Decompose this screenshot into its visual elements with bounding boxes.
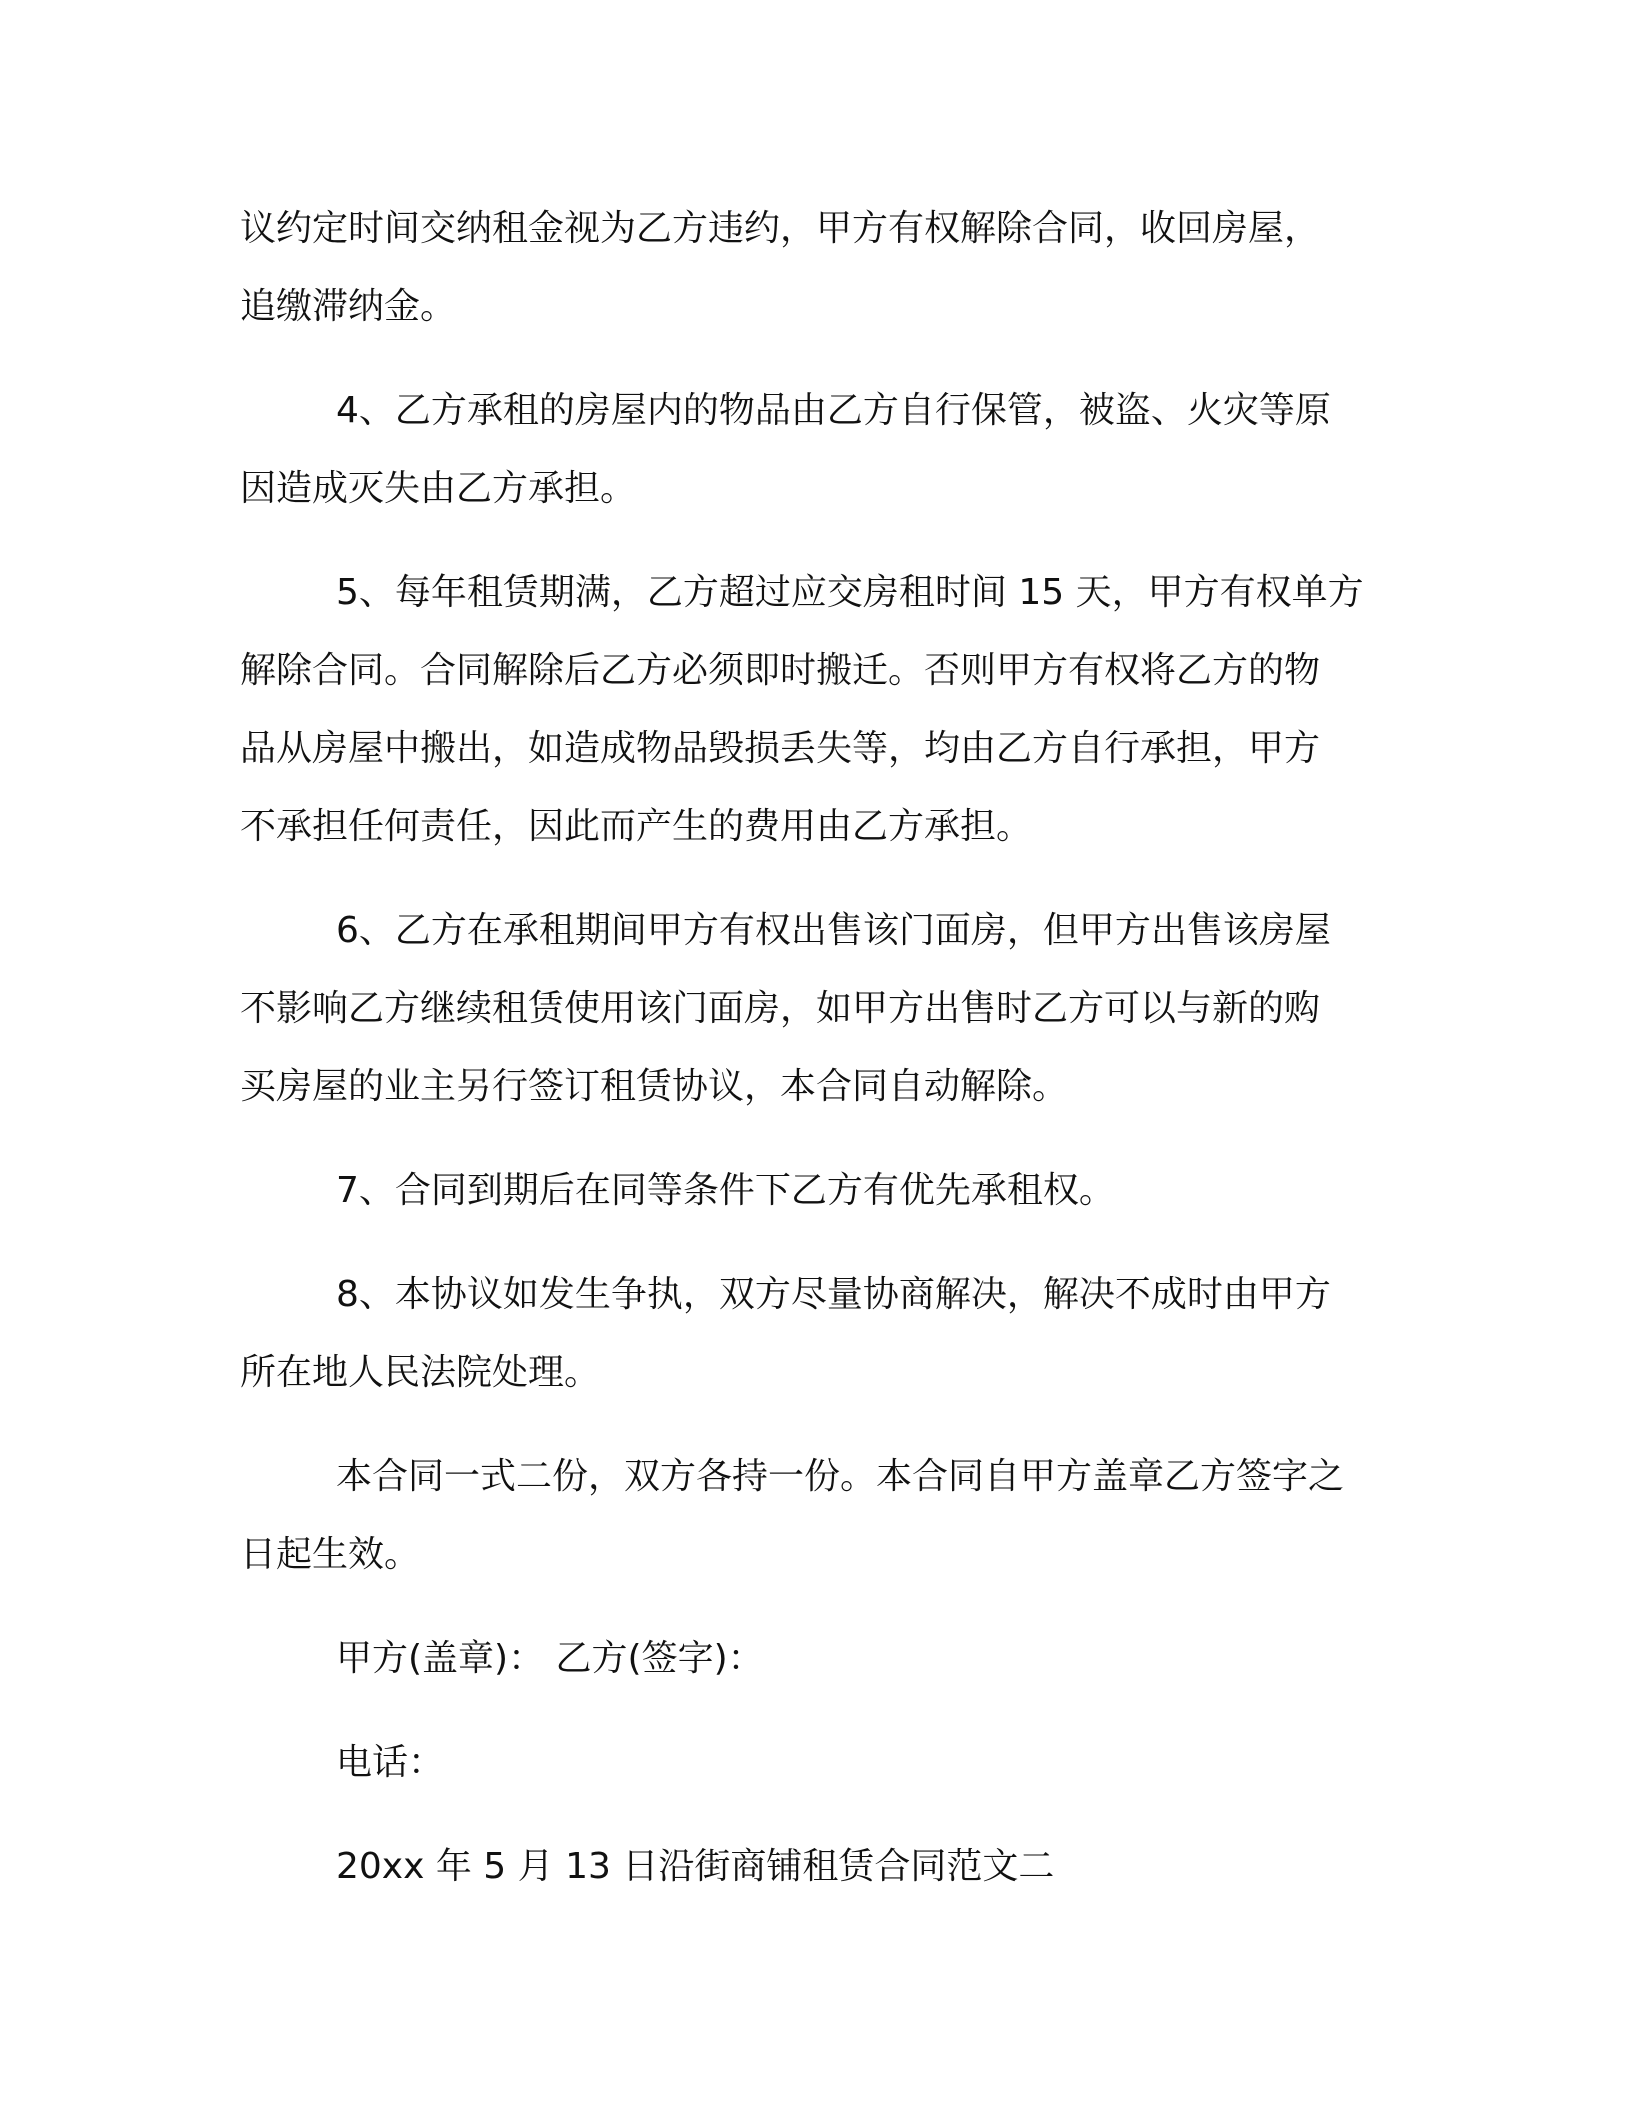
text-line: 6、乙方在承租期间甲方有权出售该门面房，但甲方出售该房屋 [336, 910, 1331, 951]
text-line: 不影响乙方继续租赁使用该门面房，如甲方出售时乙方可以与新的购 [240, 988, 1321, 1029]
document-body [240, 190, 1380, 1932]
text-line: 7、合同到期后在同等条件下乙方有优先承租权。 [336, 1170, 1115, 1211]
paragraph-clause-5 [240, 554, 1380, 866]
phone-line: 电话： [336, 1742, 445, 1783]
text-line: 所在地人民法院处理。 [240, 1352, 601, 1393]
text-line: 追缴滞纳金。 [240, 286, 457, 327]
text-line: 4、乙方承租的房屋内的物品由乙方自行保管，被盗、火灾等原 [336, 390, 1331, 431]
signature-line: 甲方(盖章)： 乙方(签字)： [336, 1638, 764, 1679]
paragraph-clause-6 [240, 892, 1380, 1126]
text-line: 品从房屋中搬出，如造成物品毁损丢失等，均由乙方自行承担，甲方 [240, 728, 1321, 769]
text-line: 因造成灭失由乙方承担。 [240, 468, 637, 509]
paragraph-clause-4 [240, 372, 1380, 528]
text-line: 不承担任何责任，因此而产生的费用由乙方承担。 [240, 806, 1033, 847]
paragraph-clause-8 [240, 1256, 1380, 1412]
text-line: 5、每年租赁期满，乙方超过应交房租时间 15 天，甲方有权单方 [336, 572, 1364, 613]
text-line: 本合同一式二份，双方各持一份。本合同自甲方盖章乙方签字之 [336, 1456, 1345, 1497]
text-line: 日起生效。 [240, 1534, 421, 1575]
text-line: 买房屋的业主另行签订租赁协议，本合同自动解除。 [240, 1066, 1069, 1107]
text-line: 解除合同。合同解除后乙方必须即时搬迁。否则甲方有权将乙方的物 [240, 650, 1321, 691]
text-line: 8、本协议如发生争执，双方尽量协商解决，解决不成时由甲方 [336, 1274, 1331, 1315]
date-title-line: 20xx 年 5 月 13 日沿街商铺租赁合同范文二 [336, 1846, 1055, 1887]
paragraph-continued [240, 190, 1380, 346]
text-line: 议约定时间交纳租金视为乙方违约，甲方有权解除合同，收回房屋， [240, 208, 1321, 249]
paragraph-clause-7 [240, 1152, 1380, 1230]
paragraph-effective [240, 1438, 1380, 1594]
